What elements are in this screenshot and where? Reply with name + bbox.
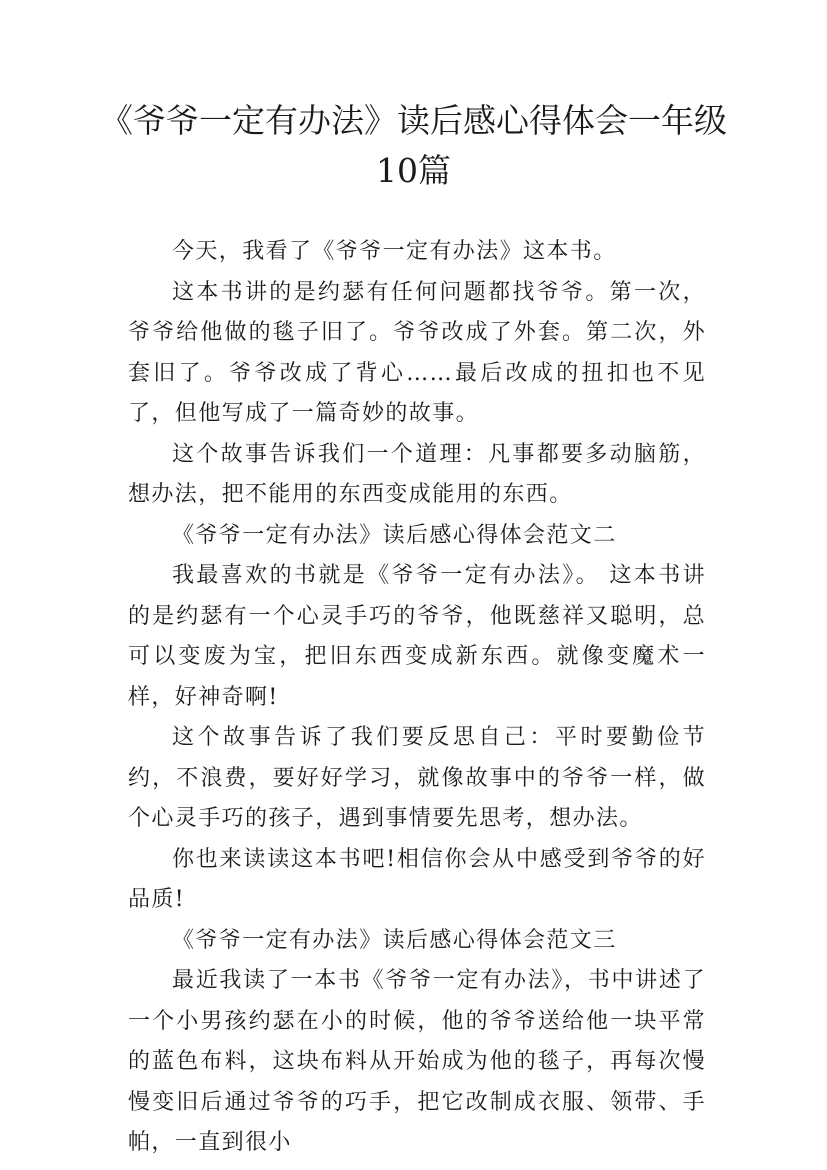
paragraph-recommendation: 你也来读读这本书吧!相信你会从中感受到爷爷的好品质! (128, 846, 706, 912)
section-heading-3: 《爷爷一定有办法》读后感心得体会范文三 (172, 927, 617, 953)
paragraph-reflection: 这个故事告诉了我们要反思自己：平时要勤俭节约，不浪费，要好好学习，就像故事中的爷爷一样，做个心灵手巧的孩子，遇到事情要先思考，想办法。 (128, 725, 706, 831)
paragraph-summary: 这本书讲的是约瑟有任何问题都找爷爷。第一次，爷爷给他做的毯子旧了。爷爷改成了外套。第二次，外套旧了。爷爷改成了背心……最后改成的扭扣也不见了，但他写成了一篇奇妙的故事。 (128, 279, 706, 426)
section-heading-2: 《爷爷一定有办法》读后感心得体会范文二 (172, 522, 617, 548)
paragraph-story-retelling: 最近我读了一本书《爷爷一定有办法》，书中讲述了一个小男孩约瑟在小的时候，他的爷爷送给他一块平常的蓝色布料，这块布料从开始成为他的毯子，再每次慢慢变旧后通过爷爷的巧手，把它改制成衣服、领带、手帕，一直到很小 (128, 968, 706, 1155)
document-title (100, 96, 727, 196)
title-line-1: 《爷爷一定有办法》读后感心得体会一年级 (100, 101, 727, 140)
paragraph-favorite-book: 我最喜欢的书就是《爷爷一定有办法》。 这本书讲的是约瑟有一个心灵手巧的爷爷，他既慈祥又聪明，总可以变废为宝，把旧东西变成新东西。就像变魔术一样，好神奇啊! (128, 563, 706, 710)
title-line-2: 10篇 (376, 151, 451, 190)
document-body (128, 232, 706, 1164)
paragraph-intro: 今天，我看了《爷爷一定有办法》这本书。 (172, 239, 617, 264)
paragraph-lesson: 这个故事告诉我们一个道理：凡事都要多动脑筋，想办法，把不能用的东西变成能用的东西。 (128, 441, 706, 507)
